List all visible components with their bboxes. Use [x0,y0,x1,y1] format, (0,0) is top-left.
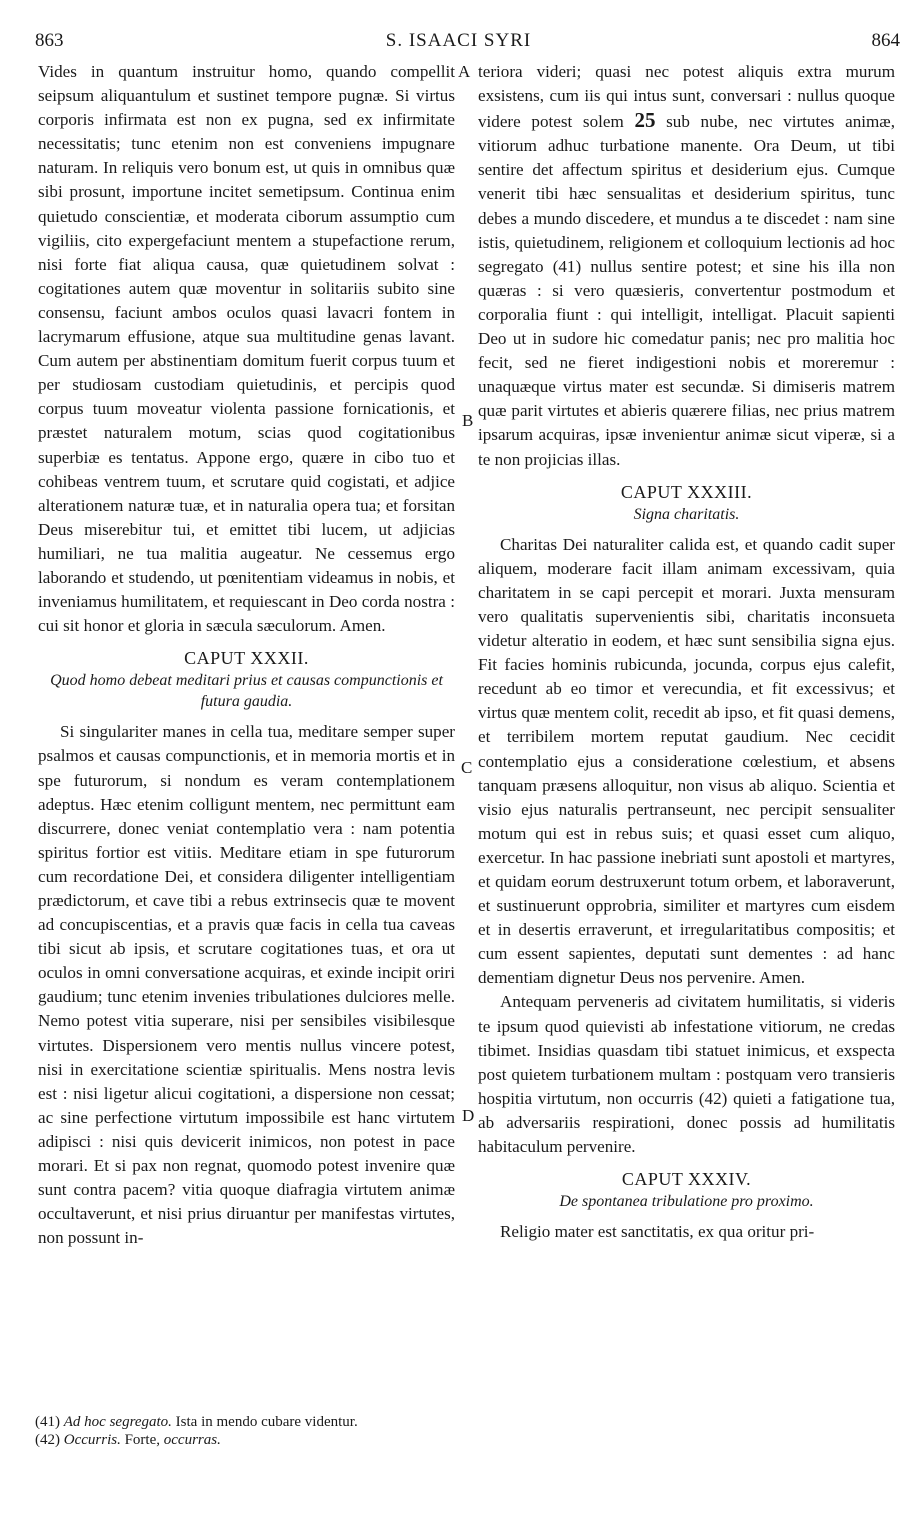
margin-letter-b: B [462,411,474,430]
text-run: teriora videri; quasi nec potest aliquis extra murum exsistens, cum iis qui intus sunt, conversari : nullus quoque videre potest solem [478,62,895,132]
paragraph: Religio mater est sanctitatis, ex qua oritur pri- [500,1222,815,1242]
right-page-number: 864 [871,30,900,51]
paragraph: Si singulariter manes in cella tua, meditare semper super psalmos et causas compunctionis, et in memoria mortis et in spe futurorum, si nondum es veram contemplationem adeptus. Hæc etenim colligunt mentem, nec permittunt eam discurrere, donec veniat contemplatio vera : nam potentia spiritus fortior est vitiis. Meditare etiam in spe futurorum cum recordatione Dei, et considera diligenter intelligentiam prædictorum, et cave tibi a rebus extrinsecis quæ te movent ad concupiscentias, et a pravis quæ facis in cella tua caveas tibi sicut ab ipsis, et scrutare cogitationes tuas, et ora ut oculos in omni conversatione acquiras, et exinde incipit oriri gaudium; tunc etenim invenies tribulationes dulciores melle. Nemo potest vitia superare, nisi per sensibiles visibilesque virtutes. Dispersionem vero mentis nullus vincere potest, nisi in exercitatione scientiæ spiritualis. Mens nostra levis est : nisi ligetur alicui cogitationi, a dispersione non cessat; ac sine perfectione virtutum impossibile est hanc virtutem adipisci : nisi quis devicerit inimicos, non potest in pace morari. Et si pax non regnat, quomodo potest invenire quæ sunt contra pacem? vitia quoque diafragia virtutem animæ occultaverunt, et nisi prius diruantur per manifestas virtutes, non possunt in- [38,722,455,1248]
footnote-text: Ista in mendo cubare videntur. [175,1414,358,1430]
running-header [0,30,917,54]
margin-number: 25 [634,108,656,133]
footnote-alternative: occurras. [163,1432,221,1448]
margin-letter-d: D [462,1106,475,1125]
footnote-42 [35,1431,635,1449]
text-run: sub nube, nec virtutes animæ, vitiorum adhuc turbatione manente. Ora Deum, ut tibi sentire det affectum spiritus et desiderium ejus. Cumque venerit tibi hæc sensualitas et desiderium spiritus, tunc debes a mundo discedere, et mundus a te discedet : nam sine istis, quietudinem, religionem et colloquium lectionis ad hoc segregato (41) nullus sentire potest; et sine his illa non quæras : si vero quæsieris, convertentur postmodum et corporalia fiunt : qui intelligit, intelligat. Placuit sapienti Deo ut in sudore hic comedatur panis; nec pro malitia hoc fecit, sed ne fieret indigestioni nobis et moreremur : unaquæque virtus mater est secundæ. Si dimiseris matrem quæ parit virtutes et abieris quærere filias, nec prius matrem ipsarum acquiras, ipsæ invenientur animæ sicut viperæ, si a te non projicias illas. [478,112,895,469]
footnote-number: (41) [35,1414,60,1430]
footnotes [35,1413,635,1449]
footnote-text: Forte, [124,1432,160,1448]
paragraph: Charitas Dei naturaliter calida est, et quando cadit super aliquem, moderare facit illam animam excessivam, quia charitatem in se capi percepit et morari. Juxta mensuram vero qualitatis supervenientis sibi, charitatis inconsueta videtur alteratio in eodem, et hæc sunt sensibilia signa ejus. Fit facies hominis rubicunda, jocunda, corpus ejus calefit, recedunt ab eo timor et verecundia, et fit excessivus; et virtus quæ mentem colit, recedit ab ipso, et fit quasi demens, et terribilem mortem reputat gaudium. Nec cecidit contemplatio ejus a consideratione cœlestium, et absens tanquam præsens alloquitur, non visus ab aliquo. Scientia et visio ejus naturalis pertranseunt, nec percipit sensualiter motum qui est in rebus suis; et quasi esset cum aliquo, exercetur. In hac passione inebriati sunt apostoli et martyres, et quidam eorum destruxerunt totum orbem, et laboraverunt, et sustinuerunt opprobria, similiter et martyres cum eisdem et in desertis erraverunt, et irregularitatibus compositis; et cum essent sapientes, deputati sunt dementes : ad hanc dementiam dignetur Deus nos pervenire. Amen. [478,534,895,988]
footnote-41 [35,1413,635,1431]
chapter-subtitle-33: Signa charitatis. [633,505,740,523]
running-title: S. ISAACI SYRI [385,30,532,51]
paragraph: Vides in quantum instruitur homo, quando compellit seipsum aliquantulum et sustinet tempore pugnæ. Si virtus corporis infirmata est non ex pugna, sed ex infirmitate necessitatis; tunc etenim non est conveniens impugnare naturam. In reliquis vero bonum est, ut quis in omnibus quæ sibi prosunt, importune incitet semetipsum. Continua enim quietudo conscientiæ, et moderata ciborum assumptio cum vigiliis, cito expergefaciunt mentem a stupefactione rerum, nisi forte fiat aliqua causa, quæ quietudinem solvat : cogitationes autem quæ moventur in solitariis subito sine consensu, faciunt ambos oculos quasi lavacri fontem in lacrymarum effusione, atque sua multitudine genas lavant. Cum autem per abstinentiam domitum fuerit corpus tuum et per studiosam custodiam quietudinis, et percipis quod corpus tuum moveatur violenta passione fornicationis, et præstet naturalem motum, scias quod cogitationibus superbiæ es tentatus. Appone ergo, quære in cibo tuo et cohibeas ventrem tuum, et scrutare quid cogistati, et adjice alterationem naturæ tuæ, et in naturalia opera tua; et forsitan Deus miserebitur tui, et emittet tibi lucem, ut adjicias humiliari, ne tua malitia augeatur. Ne cessemus ergo laborando et studendo, ut pœnitentiam videamus in nobis, et inveniamus humilitatem, et requiescant in Deo corda nostra : cui sit honor et gloria in sæcula sæculorum. Amen. [38,62,455,636]
left-page-number: 863 [35,30,64,51]
right-column [478,60,895,1244]
chapter-heading-34: CAPUT XXXIV. [621,1169,752,1190]
paragraph: Antequam perveneris ad civitatem humilitatis, si videris te ipsum quod quievisti ab infestatione vitiorum, ne credas tibimet. Insidias quasdam tibi statuet inimicus, et exspecta post quietem turbationem multam : postquam vero transieris hospitia virtutum, non occurris (42) quieti a fatigatione tua, ab adversariis respirationi, donec possis ad humilitatis habitaculum pervenire. [478,992,895,1157]
footnote-number: (42) [35,1432,60,1448]
margin-letter-c: C [461,758,473,777]
footnote-lemma: Occurris. [63,1432,121,1448]
margin-letter-a: A [458,62,471,81]
chapter-heading-33: CAPUT XXXIII. [620,481,753,502]
footnote-lemma: Ad hoc segregato. [63,1414,172,1430]
chapter-subtitle-32: Quod homo debeat meditari prius et causas compunctionis et futura gaudia. [50,672,443,711]
chapter-heading-32: CAPUT XXXII. [184,648,309,669]
chapter-subtitle-34: De spontanea tribulatione pro proximo. [559,1193,814,1211]
left-column [38,60,455,1250]
paragraph [478,60,895,472]
